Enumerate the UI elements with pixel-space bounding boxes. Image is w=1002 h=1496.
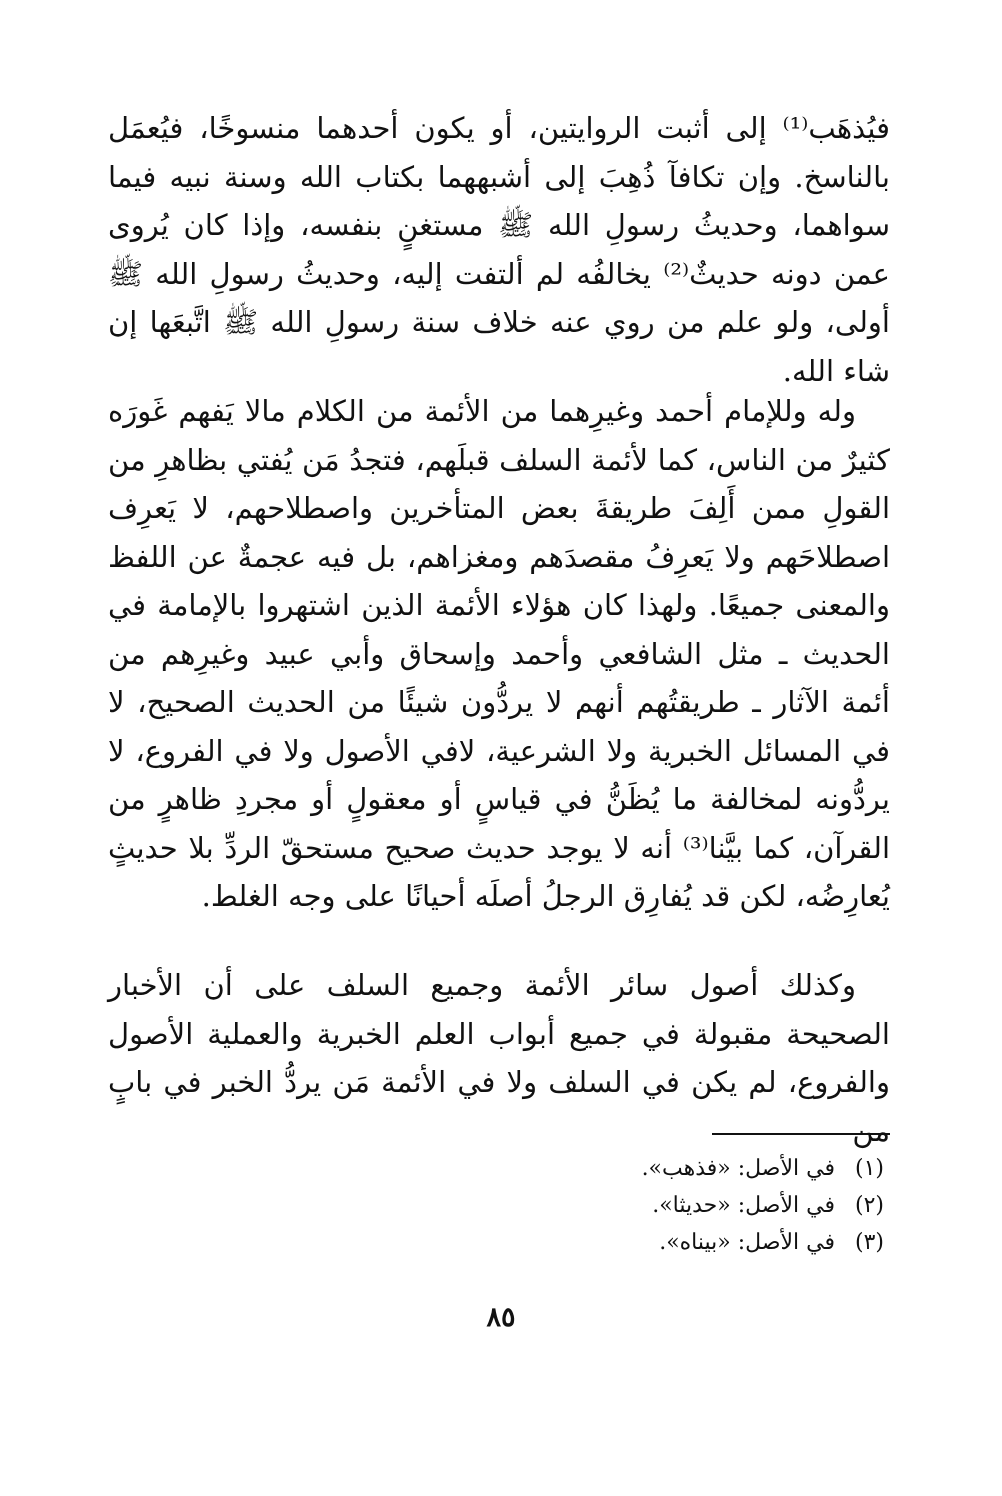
footnote-text: في الأصل: «بيناه». — [659, 1230, 835, 1255]
footnote-divider — [712, 1133, 890, 1135]
footnote-text: في الأصل: «فذهب». — [641, 1156, 835, 1181]
paragraph-1: فيُذهَب⁽¹⁾ إلى أثبت الروايتين، أو يكون أحدهما منسوخًا، فيُعمَل بالناسخ. وإن تكافآ ذُهِبَ إلى أشبههما بكتاب الله وسنة نبيه فيما سواهما، وحديثُ رسولِ الله ﷺ مستغنٍ بنفسه، وإذا كان يُروى عمن دونه حديثٌ⁽²⁾ يخالفُه لم ألتفت إليه، وحديثُ رسولِ الله ﷺ أولى، ولو علم من روي عنه خلاف سنة رسولِ الله ﷺ اتَّبعَها إن شاء الله. — [108, 111, 890, 388]
footnote-number: (١) — [854, 1156, 884, 1181]
footnote-number: (٣) — [854, 1230, 884, 1255]
paragraph-2: وله وللإمام أحمد وغيرِهما من الأئمة من الكلام مالا يَفهم غَورَه كثيرٌ من الناس، كما لأئمة السلف قبلَهم، فتجدُ مَن يُفتي بظاهرِ من القولِ ممن أَلِفَ طريقةَ بعض المتأخرين واصطلاحهم، لا يَعرِف اصطلاحَهم ولا يَعرِفُ مقصدَهم ومغزاهم، بل فيه عجمةٌ عن اللفظ والمعنى جميعًا. ولهذا كان هؤلاء الأئمة الذين اشتهروا بالإمامة في الحديث ـ مثل الشافعي وأحمد وإسحاق وأبي عبيد وغيرِهم من أئمة الآثار ـ طريقتُهم أنهم لا يردُّون شيئًا من الحديث الصحيح، لا في المسائل الخبرية ولا الشرعية، لافي الأصول ولا في الفروع، لا يردُّونه لمخالفة ما يُظَنُّ في قياسٍ أو معقولٍ أو مجردِ ظاهرٍ من القرآن، كما بيَّنا⁽³⁾ أنه لا يوجد حديث صحيح مستحقّ الردِّ بلا حديثٍ يُعارِضُه، لكن قد يُفارِق الرجلُ أصلَه أحيانًا على وجه الغلط. — [108, 394, 890, 913]
paragraph-3: وكذلك أصول سائر الأئمة وجميع السلف على أن الأخبار الصحيحة مقبولة في جميع أبواب العلم الخبرية والعملية الأصول والفروع، لم يكن في السلف ولا في الأئمة مَن يردُّ الخبر في بابٍ من — [108, 968, 890, 1148]
page-number: ٨٥ — [486, 1302, 516, 1333]
footnote-1 — [108, 1150, 890, 1187]
footnote-number: (٢) — [854, 1193, 884, 1218]
footnotes — [108, 1150, 890, 1261]
footnote-2 — [108, 1187, 890, 1224]
footnote-text: في الأصل: «حديثا». — [652, 1193, 835, 1218]
footnote-3 — [108, 1224, 890, 1261]
